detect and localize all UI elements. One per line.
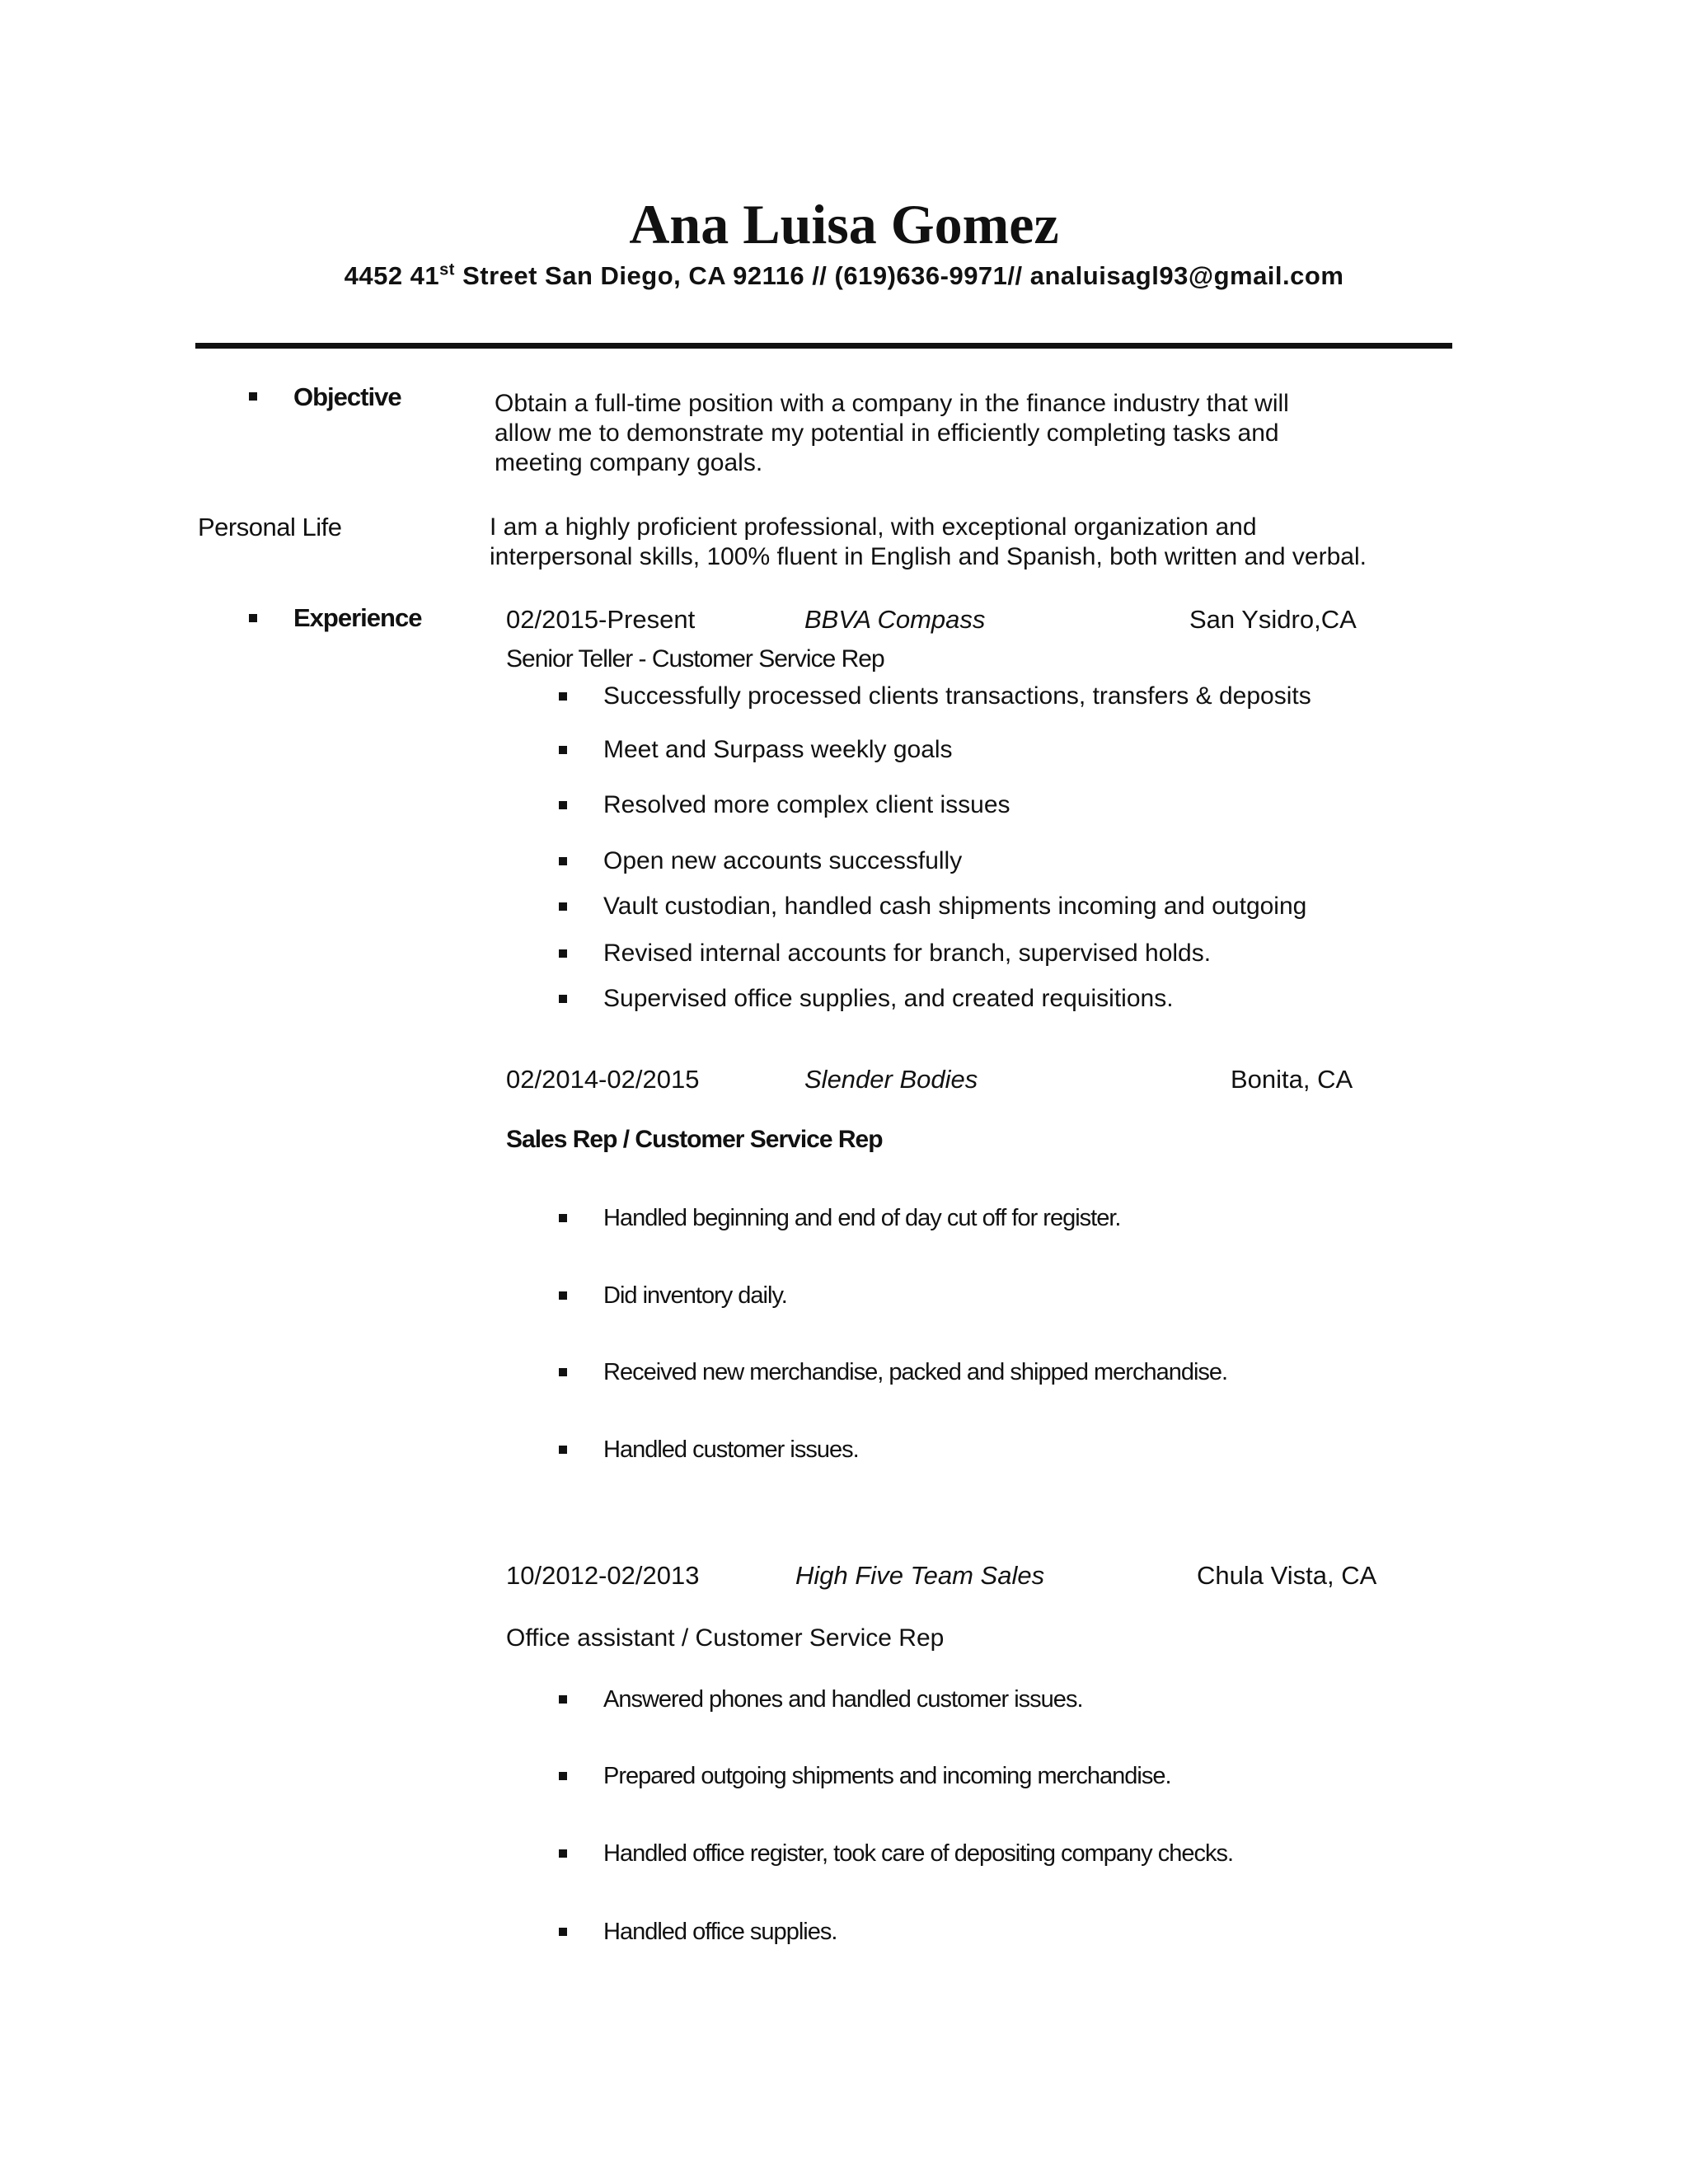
header-divider bbox=[195, 343, 1452, 349]
experience-label: Experience bbox=[293, 603, 422, 632]
duty-item: Prepared outgoing shipments and incoming merchandise. bbox=[603, 1763, 1171, 1789]
duty-bullet bbox=[559, 995, 567, 1003]
resume-name: Ana Luisa Gomez bbox=[629, 193, 1059, 255]
objective-line: allow me to demonstrate my potential in efficiently completing tasks and bbox=[495, 419, 1279, 447]
contact-line bbox=[0, 259, 1688, 293]
objective-line: Obtain a full-time position with a company in the finance industry that will bbox=[495, 390, 1289, 417]
objective-line: meeting company goals. bbox=[495, 449, 763, 476]
duty-bullet bbox=[559, 857, 567, 865]
duty-bullet bbox=[559, 902, 567, 911]
duty-item: Revised internal accounts for branch, supervised holds. bbox=[603, 940, 1212, 967]
duty-item: Handled customer issues. bbox=[603, 1436, 859, 1463]
duty-bullet bbox=[559, 801, 567, 809]
job-company: Slender Bodies bbox=[804, 1065, 978, 1094]
objective-bullet bbox=[249, 392, 257, 401]
job-location: Bonita, CA bbox=[1231, 1065, 1353, 1094]
job-company: High Five Team Sales bbox=[795, 1561, 1045, 1590]
job-dates: 10/2012-02/2013 bbox=[506, 1561, 700, 1590]
duty-item: Vault custodian, handled cash shipments incoming and outgoing bbox=[603, 893, 1307, 920]
job-dates: 02/2014-02/2015 bbox=[506, 1065, 700, 1094]
objective-text bbox=[495, 389, 1289, 478]
duty-bullet bbox=[559, 1291, 567, 1300]
personal-line: interpersonal skills, 100% fluent in English and Spanish, both written and verbal. bbox=[490, 543, 1367, 570]
duty-item: Did inventory daily. bbox=[603, 1282, 787, 1309]
duty-bullet bbox=[559, 1928, 567, 1936]
duty-bullet bbox=[559, 1214, 567, 1222]
duty-item: Handled beginning and end of day cut off for register. bbox=[603, 1205, 1121, 1231]
job-company: BBVA Compass bbox=[804, 605, 986, 634]
personal-line: I am a highly proficient professional, with exceptional organization and bbox=[490, 513, 1257, 541]
contact-street-number: 4452 41 bbox=[344, 261, 440, 290]
job-location: Chula Vista, CA bbox=[1197, 1561, 1377, 1590]
personal-life-label: Personal Life bbox=[198, 513, 342, 541]
contact-ordinal-suffix: st bbox=[439, 260, 455, 279]
job-title: Senior Teller - Customer Service Rep bbox=[506, 645, 884, 673]
job-title: Office assistant / Customer Service Rep bbox=[506, 1624, 945, 1652]
objective-label: Objective bbox=[293, 382, 401, 411]
duty-item: Answered phones and handled customer issues. bbox=[603, 1686, 1083, 1713]
job-title: Sales Rep / Customer Service Rep bbox=[506, 1126, 883, 1153]
duty-bullet bbox=[559, 1849, 567, 1858]
contact-details: Street San Diego, CA 92116 // (619)636-9971// analuisagl93@gmail.com bbox=[454, 261, 1344, 290]
duty-item: Supervised office supplies, and created requisitions. bbox=[603, 985, 1174, 1012]
duty-bullet bbox=[559, 1695, 567, 1704]
experience-bullet bbox=[249, 614, 257, 622]
duty-item: Open new accounts successfully bbox=[603, 847, 963, 874]
duty-bullet bbox=[559, 692, 567, 701]
duty-item: Resolved more complex client issues bbox=[603, 791, 1010, 818]
duty-bullet bbox=[559, 949, 567, 958]
job-location: San Ysidro,CA bbox=[1189, 605, 1357, 634]
duty-item: Meet and Surpass weekly goals bbox=[603, 736, 953, 763]
duty-item: Handled office supplies. bbox=[603, 1919, 837, 1945]
duty-item: Received new merchandise, packed and shipped merchandise. bbox=[603, 1359, 1228, 1385]
duty-bullet bbox=[559, 1446, 567, 1454]
duty-bullet bbox=[559, 1772, 567, 1780]
personal-life-text bbox=[490, 513, 1367, 572]
duty-item: Handled office register, took care of depositing company checks. bbox=[603, 1840, 1234, 1867]
job-dates: 02/2015-Present bbox=[506, 605, 696, 634]
duty-bullet bbox=[559, 746, 567, 754]
duty-bullet bbox=[559, 1368, 567, 1376]
duty-item: Successfully processed clients transactions, transfers & deposits bbox=[603, 682, 1311, 710]
